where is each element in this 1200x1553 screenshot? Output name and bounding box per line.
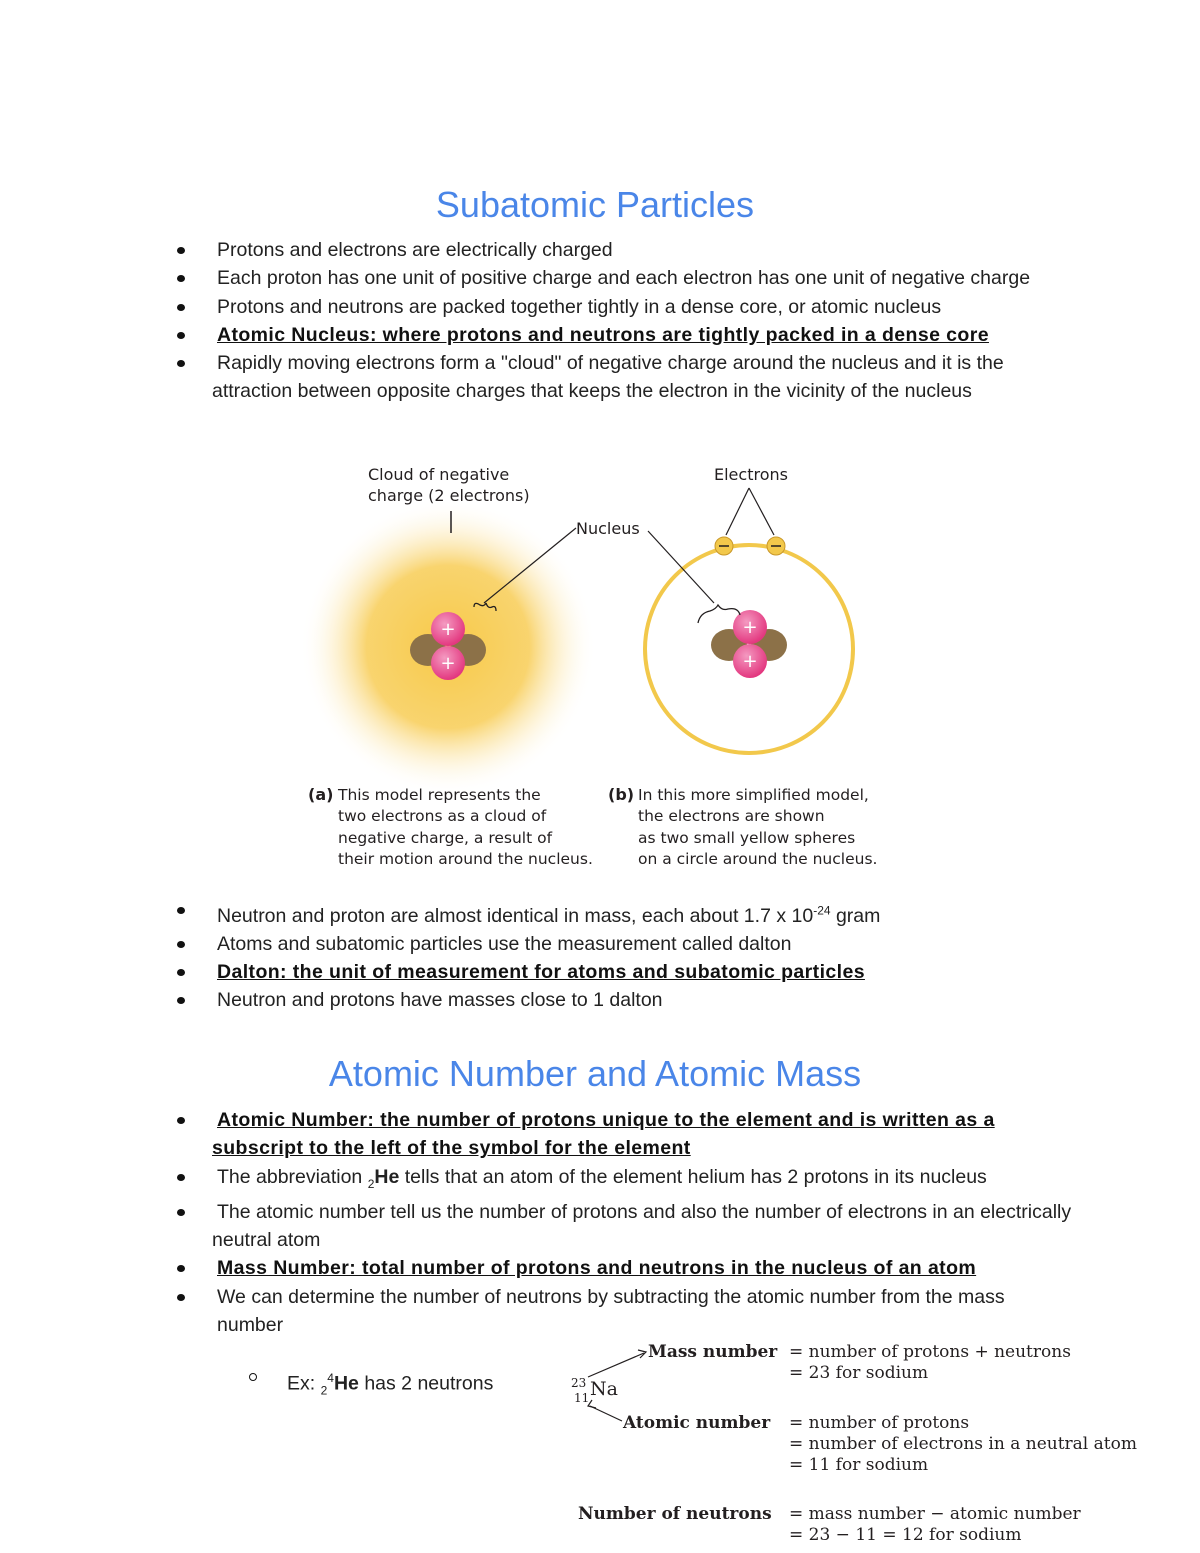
bullet-icon (177, 907, 185, 914)
bullet-icon (177, 360, 185, 367)
atomic-number-eq-1: = number of protons (789, 1413, 970, 1433)
list-item (0, 293, 1072, 321)
bullet-text: We can determine the number of neutrons by subtracting the atomic number from the mass number (217, 1285, 1005, 1336)
element-symbol: Na (590, 1378, 618, 1400)
label-nucleus: Nucleus (576, 519, 640, 538)
list-item (0, 896, 1072, 930)
bullet-text: Protons and neutrons are packed together tightly in a dense core, or atomic nucleus (217, 295, 942, 318)
bullet-icon (177, 332, 185, 339)
atomic-number-eq-2: = number of electrons in a neutral atom (789, 1434, 1137, 1454)
atom-models-figure (296, 455, 916, 875)
electrons-pointer-right (749, 488, 774, 535)
atomic-number-subscript: 2 (367, 1176, 375, 1191)
list-item (0, 236, 1072, 264)
exponent: -24 (813, 903, 831, 917)
definition-dalton: Dalton: the unit of measurement for atoms and subatomic particles (217, 961, 865, 984)
atomic-number-subscript: 11 (574, 1391, 590, 1405)
bullet-icon (177, 1294, 185, 1301)
caption-b-line: as two small yellow spheres (638, 829, 856, 847)
mass-text-end: gram (830, 904, 881, 927)
sodium-notation-figure (560, 1332, 1160, 1547)
definition-mass-number: Mass Number: total number of protons and neutrons in the nucleus of an atom (217, 1257, 977, 1280)
mass-text-start: Neutron and proton are almost identical in mass, each about 1.7 x 10 (217, 904, 814, 927)
bullet-icon (177, 304, 185, 311)
example-subscript: 2 (320, 1383, 328, 1398)
subatomic-bullet-list (0, 236, 1072, 406)
bullet-text: Neutron and protons have masses close to 1 dalton (217, 989, 663, 1012)
definition-atomic-nucleus: Atomic Nucleus: where protons and neutrons are tightly packed in a dense core (217, 323, 989, 346)
list-item (0, 321, 1072, 349)
mass-number-eq-2: = 23 for sodium (789, 1363, 929, 1383)
bullet-icon (177, 941, 185, 948)
bullet-text: Rapidly moving electrons form a "cloud" of negative charge around the nucleus and it is the attraction between opposite charges that keeps the electron in the vicinity of the nucleus (212, 352, 1004, 403)
electrons-pointer-left (726, 488, 749, 535)
atomic-number-label: Atomic number (623, 1413, 771, 1433)
bullet-icon (177, 1117, 185, 1124)
bullet-icon (177, 969, 185, 976)
plus-icon: + (440, 619, 456, 640)
nucleus-pointer-b (648, 531, 714, 603)
definition-atomic-number: Atomic Number: the number of protons unique to the element and is written as a subscript to the left of the symbol for the element (212, 1109, 995, 1160)
bullet-icon (177, 1209, 185, 1216)
example-suffix: has 2 neutrons (358, 1372, 494, 1395)
label-cloud-line-1: Cloud of negative (368, 465, 510, 484)
element-symbol: He (374, 1165, 400, 1188)
heading-subatomic-particles: Subatomic Particles (435, 184, 755, 225)
caption-b-line: the electrons are shown (638, 807, 825, 825)
list-item (0, 349, 1072, 406)
caption-a-line: negative charge, a result of (338, 829, 553, 847)
caption-b-letter: (b) (608, 785, 635, 804)
bullet-icon (177, 275, 185, 282)
list-item (0, 1163, 1072, 1198)
list-item (0, 986, 1072, 1014)
example-superscript: 4 (327, 1371, 334, 1385)
label-cloud-line-2: charge (2 electrons) (368, 486, 530, 505)
caption-a-line: two electrons as a cloud of (338, 807, 547, 825)
neutrons-eq-1: = mass number − atomic number (789, 1504, 1081, 1524)
plus-icon: + (742, 617, 758, 638)
bullet-text: Protons and electrons are electrically charged (217, 239, 613, 261)
bullet-icon (177, 1174, 185, 1181)
heading-atomic-number-mass: Atomic Number and Atomic Mass (328, 1053, 862, 1094)
neutrons-label: Number of neutrons (578, 1504, 772, 1524)
mass-bullet-list (0, 896, 1072, 1015)
list-item (0, 1106, 1072, 1163)
hollow-bullet-icon (249, 1373, 257, 1381)
bullet-text (212, 905, 880, 927)
nucleus-brace-b (698, 605, 740, 623)
list-item (0, 930, 1072, 958)
example-symbol: He (333, 1372, 359, 1395)
caption-a-letter: (a) (308, 785, 334, 804)
bullet-icon (177, 247, 185, 254)
plus-icon: + (440, 653, 456, 674)
list-item (0, 1283, 1005, 1340)
neutrons-eq-2: = 23 − 11 = 12 for sodium (789, 1525, 1022, 1545)
mass-number-eq-1: = number of protons + neutrons (789, 1342, 1071, 1362)
caption-a-line: This model represents the (338, 786, 541, 804)
atomic-number-eq-3: = 11 for sodium (789, 1455, 929, 1475)
mass-number-superscript: 23 (571, 1376, 587, 1390)
bullet-text: Each proton has one unit of positive charge and each electron has one unit of negative charge (217, 267, 1031, 290)
label-electrons: Electrons (714, 465, 788, 484)
plus-icon: + (742, 651, 758, 672)
mass-number-label: Mass number (648, 1342, 778, 1362)
bullet-text: The atomic number tell us the number of protons and also the number of electrons in an electrically neutral atom (212, 1200, 1072, 1252)
example-prefix: Ex: (287, 1372, 321, 1395)
caption-a-line: their motion around the nucleus. (338, 850, 593, 868)
bullet-text: Atoms and subatomic particles use the measurement called dalton (217, 932, 792, 955)
caption-b-line: In this more simplified model, (638, 786, 869, 804)
caption-b-line: on a circle around the nucleus. (638, 850, 878, 868)
list-item (0, 264, 1072, 292)
example-text (287, 1364, 493, 1404)
bullet-icon (177, 1265, 185, 1272)
list-item (0, 958, 1072, 986)
mass-arrow-line (588, 1353, 644, 1377)
he-text-start: The abbreviation (217, 1165, 368, 1188)
bullet-text (212, 1165, 987, 1191)
list-item (0, 1198, 1072, 1255)
bullet-icon (177, 997, 185, 1004)
he-text-end: tells that an atom of the element helium has 2 protons in its nucleus (399, 1165, 987, 1188)
atomic-bullet-list (0, 1106, 1072, 1339)
list-item (0, 1254, 1072, 1282)
